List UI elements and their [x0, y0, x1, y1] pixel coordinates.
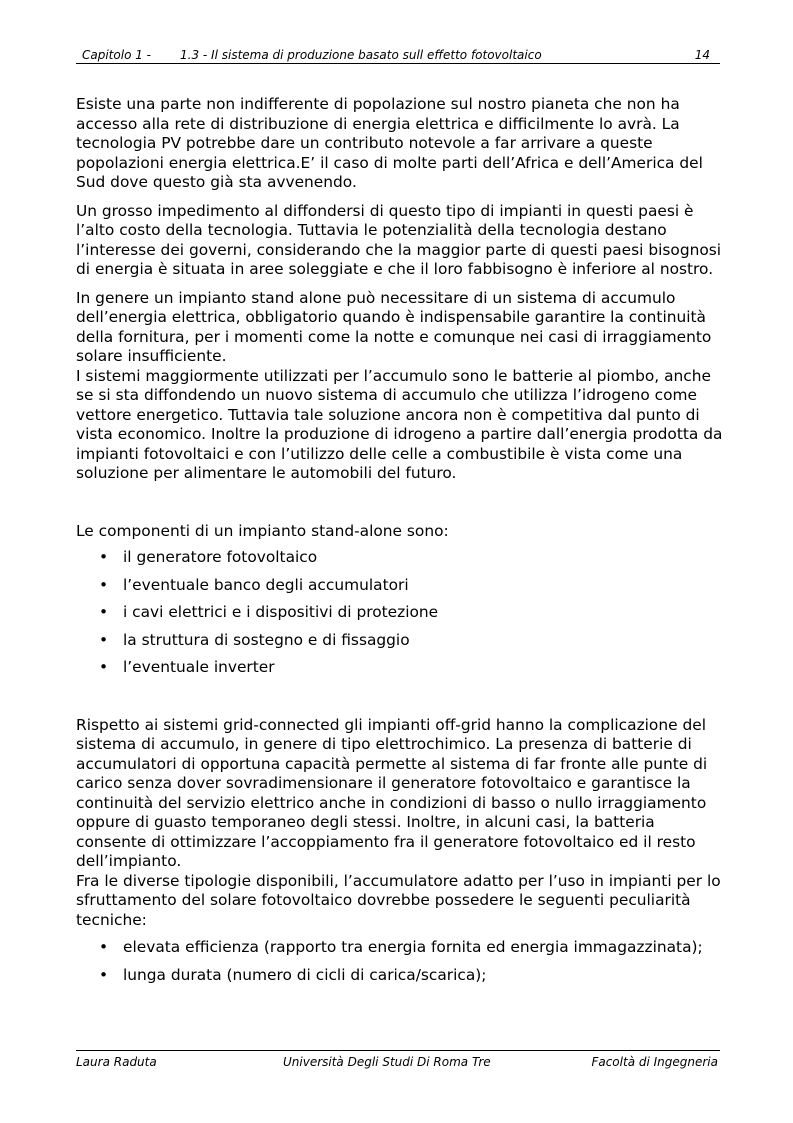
paragraph-accumulator-requirements: Fra le diverse tipologie disponibili, l’accumulatore adatto per l’uso in impianti per lo sfruttamento del solare fotovoltaico dovrebbe possedere le seguenti peculiarità tecniche: — [76, 871, 721, 929]
paragraph-population-access: Esiste una parte non indifferente di popolazione sul nostro pianeta che non ha accesso alla rete di distribuzione di energia elettrica e difficilmente lo avrà. La tecnologia PV potrebbe dare un contributo notevole a far arrivare a queste popolazioni energia elettrica.E’ il caso di molte parti dell’Africa e dell’America del Sud dove questo già sta avvenendo. — [76, 95, 703, 191]
list-item — [76, 938, 726, 958]
bullet-icon: • — [99, 575, 109, 594]
list-item — [76, 966, 726, 986]
list-item-text: il generatore fotovoltaico — [123, 548, 318, 566]
list-item — [76, 631, 726, 651]
list-item — [76, 576, 726, 596]
footer-author: Laura Raduta — [76, 1055, 157, 1069]
footer-university: Università Degli Studi Di Roma Tre — [283, 1055, 491, 1069]
list-item-text: l’eventuale inverter — [123, 658, 275, 676]
page-footer — [76, 1050, 720, 1069]
bullet-icon: • — [99, 658, 109, 676]
list-item-text: l’eventuale banco degli accumulatori — [123, 575, 409, 594]
technical-features-list — [76, 938, 726, 985]
paragraph-storage-systems: I sistemi maggiormente utilizzati per l’accumulo sono le batterie al piombo, anche se si sta diffondendo un nuovo sistema di accumulo che utilizza l’idrogeno come vettore energetico. Tuttavia tale soluzione ancora non è competitiva dal punto di vista economico. Inoltre la produzione di idrogeno a partire dall’energia prodotta da impianti fotovoltaici e con l’utilizzo delle celle a combustibile è vista come una soluzione per alimentare le automobili del futuro. — [76, 366, 723, 482]
list-item-text: i cavi elettrici e i dispositivi di protezione — [123, 603, 439, 621]
footer-faculty: Facoltà di Ingegneria — [591, 1055, 718, 1069]
paragraph-storage-need: In genere un impianto stand alone può necessitare di un sistema di accumulo dell’energia elettrica, obbligatorio quando è indispensabile garantire la continuità della fornitura, per i momenti come la notte e comunque nei casi di irraggiamento solare insufficiente. — [76, 288, 712, 365]
paragraph-grid-comparison: Rispetto ai sistemi grid-connected gli impianti off-grid hanno la complicazione del sistema di accumulo, in genere di tipo elettrochimico. La presenza di batterie di accumulatori di opportuna capacità permette al sistema di far fronte alle punte di carico senza dover sovradimensionare il generatore fotovoltaico e garantisce la continuità del servizio elettrico anche in condizioni di basso o nullo irraggiamento oppure di guasto temporaneo degli stessi. Inoltre, in alcuni casi, la batteria consente di ottimizzare l’accoppiamento fra il generatore fotovoltaico ed il resto dell’impianto. — [76, 715, 708, 870]
paragraph-cost-impediment: Un grosso impedimento al diffondersi di questo tipo di impianti in questi paesi è l’alto costo della tecnologia. Tuttavia le potenzialità della tecnologia destano l’interesse dei governi, considerando che la maggior parte di questi paesi bisognosi di energia è situata in aree soleggiate e che il loro fabbisogno è inferiore al nostro. — [76, 201, 722, 278]
page-body — [76, 95, 726, 985]
list-item — [76, 603, 726, 623]
bullet-icon: • — [99, 548, 109, 566]
components-list — [76, 548, 726, 678]
bullet-icon: • — [99, 630, 109, 649]
bullet-icon: • — [99, 603, 109, 621]
header-page-number: 14 — [694, 48, 710, 62]
page-header — [76, 47, 720, 64]
bullet-icon: • — [99, 938, 109, 956]
list-item — [76, 548, 726, 568]
list-item — [76, 658, 726, 678]
list-item-text: la struttura di sostegno e di fissaggio — [123, 630, 410, 649]
header-section-title: 1.3 - Il sistema di produzione basato sull effetto fotovoltaico — [180, 48, 542, 62]
bullet-icon: • — [99, 965, 109, 984]
list-item-text: elevata efficienza (rapporto tra energia fornita ed energia immagazzinata); — [123, 938, 703, 956]
list-item-text: lunga durata (numero di cicli di carica/scarica); — [123, 965, 487, 984]
header-chapter: Capitolo 1 - — [82, 48, 151, 62]
paragraph-components-intro: Le componenti di un impianto stand-alone sono: — [76, 521, 449, 540]
